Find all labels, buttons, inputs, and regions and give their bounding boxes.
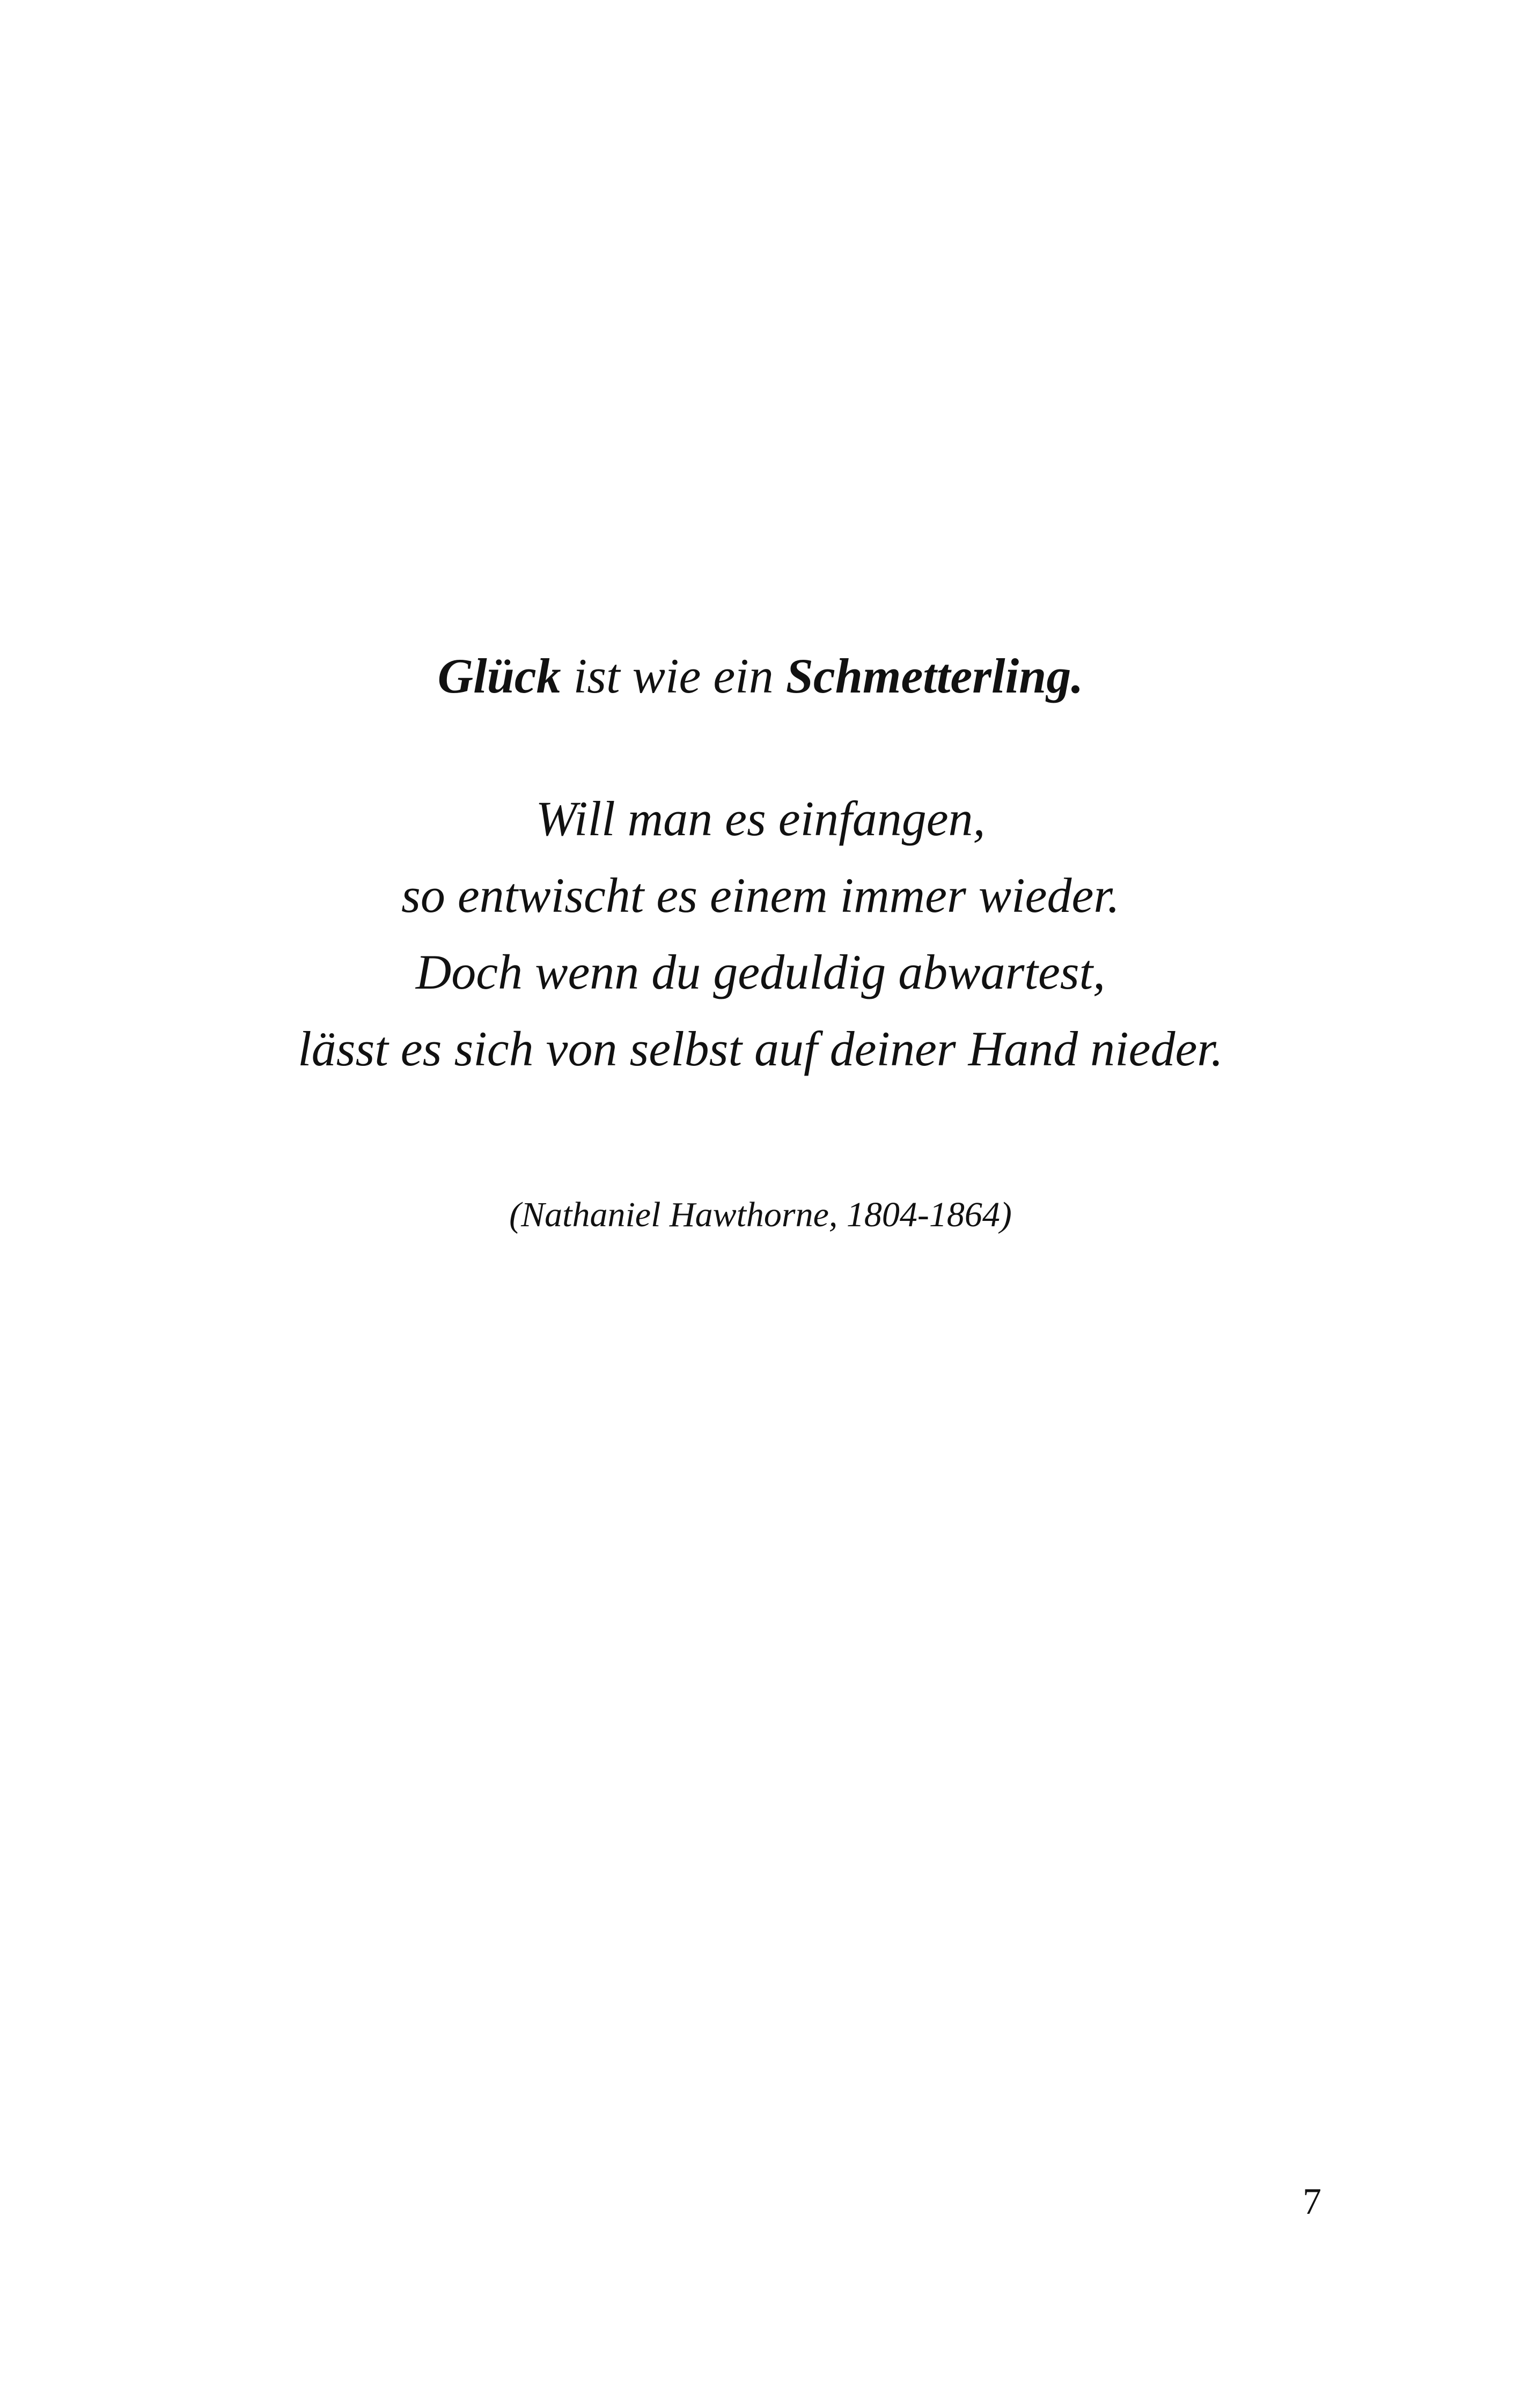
poem-line: lässt es sich von selbst auf deiner Hand nieder. <box>298 1021 1223 1076</box>
poem-line: Will man es einfangen, <box>535 791 986 846</box>
title-word-schmetterling: Schmetterling. <box>785 649 1084 703</box>
poem-line: Doch wenn du geduldig abwartest, <box>415 945 1106 999</box>
quote-title <box>0 644 1521 708</box>
poem-line: so entwischt es einem immer wieder. <box>401 868 1120 923</box>
poem-text <box>0 780 1521 1087</box>
title-word-glueck: Glück <box>437 649 561 703</box>
author-attribution: (Nathaniel Hawthorne, 1804-1864) <box>509 1195 1012 1234</box>
page-number: 7 <box>1303 2181 1321 2222</box>
title-middle: ist wie ein <box>561 649 786 703</box>
